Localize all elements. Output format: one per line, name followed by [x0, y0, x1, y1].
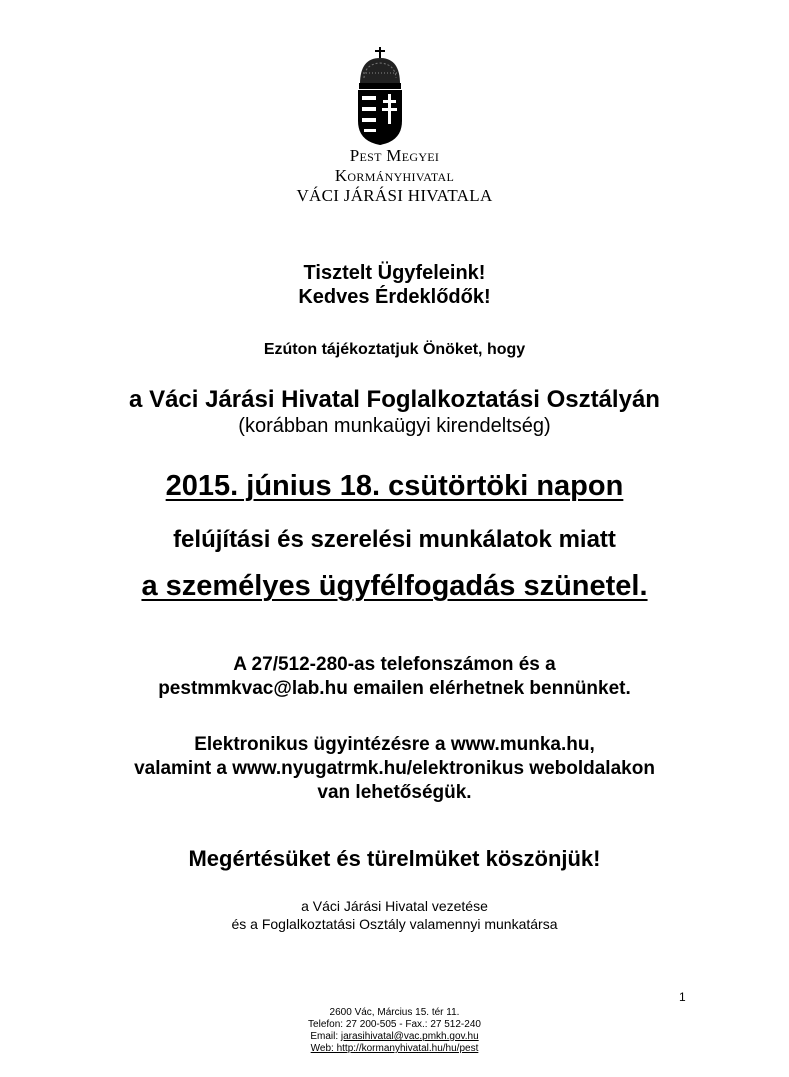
footer-email-row	[0, 1031, 789, 1043]
org-line-3: VÁCI JÁRÁSI HIVATALA	[296, 186, 493, 205]
contact-phone-line: A 27/512-280-as telefonszámon és a	[233, 654, 556, 675]
footer-web-link[interactable]: Web: http://kormanyhivatal.hu/hu/pest	[310, 1043, 479, 1054]
footer-email-link[interactable]: jarasihivatal@vac.pmkh.gov.hu	[340, 1031, 479, 1042]
greeting	[0, 261, 789, 309]
org-line-1: Pest Megyei	[349, 146, 440, 165]
footer-address: 2600 Vác, Március 15. tér 11.	[329, 1007, 460, 1018]
hungarian-coat-of-arms-icon	[355, 46, 405, 146]
contact-info	[0, 653, 789, 701]
electronic-services	[0, 733, 789, 805]
closure-date: 2015. június 18. csütörtöki napon	[165, 470, 624, 502]
closure-statement: a személyes ügyfélfogadás szünetel.	[141, 570, 648, 602]
footer-phone-fax: Telefon: 27 200-505 - Fax.: 27 512-240	[308, 1019, 481, 1030]
contact-email-line: pestmmkvac@lab.hu emailen elérhetnek bennünket.	[158, 678, 631, 699]
electronic-line-1: Elektronikus ügyintézésre a www.munka.hu,	[194, 734, 595, 755]
electronic-line-2: valamint a www.nyugatrmk.hu/elektronikus weboldalakon	[134, 758, 655, 779]
closure-reason: felújítási és szerelési munkálatok miatt	[173, 526, 616, 553]
department-block	[0, 386, 789, 438]
department-former-name: (korábban munkaügyi kirendeltség)	[238, 415, 551, 437]
org-line-2: Kormányhivatal	[334, 166, 455, 185]
page-number: 1	[679, 990, 686, 1004]
footer-email-label: Email:	[310, 1031, 341, 1042]
intro-text: Ezúton tájékoztatjuk Önöket, hogy	[263, 341, 526, 358]
footer	[0, 1007, 789, 1055]
organization-header	[0, 146, 789, 206]
signature-line-1: a Váci Járási Hivatal vezetése	[301, 898, 488, 914]
signature-line-2: és a Foglalkoztatási Osztály valamennyi munkatársa	[231, 916, 558, 932]
electronic-line-3: van lehetőségük.	[317, 782, 472, 803]
department-name: a Váci Járási Hivatal Foglalkoztatási Osztályán	[129, 386, 660, 413]
greeting-line-2: Kedves Érdeklődők!	[298, 286, 491, 308]
thanks-text: Megértésüket és türelmüket köszönjük!	[188, 846, 601, 871]
signature-block	[0, 897, 789, 933]
greeting-line-1: Tisztelt Ügyfeleink!	[303, 262, 486, 284]
